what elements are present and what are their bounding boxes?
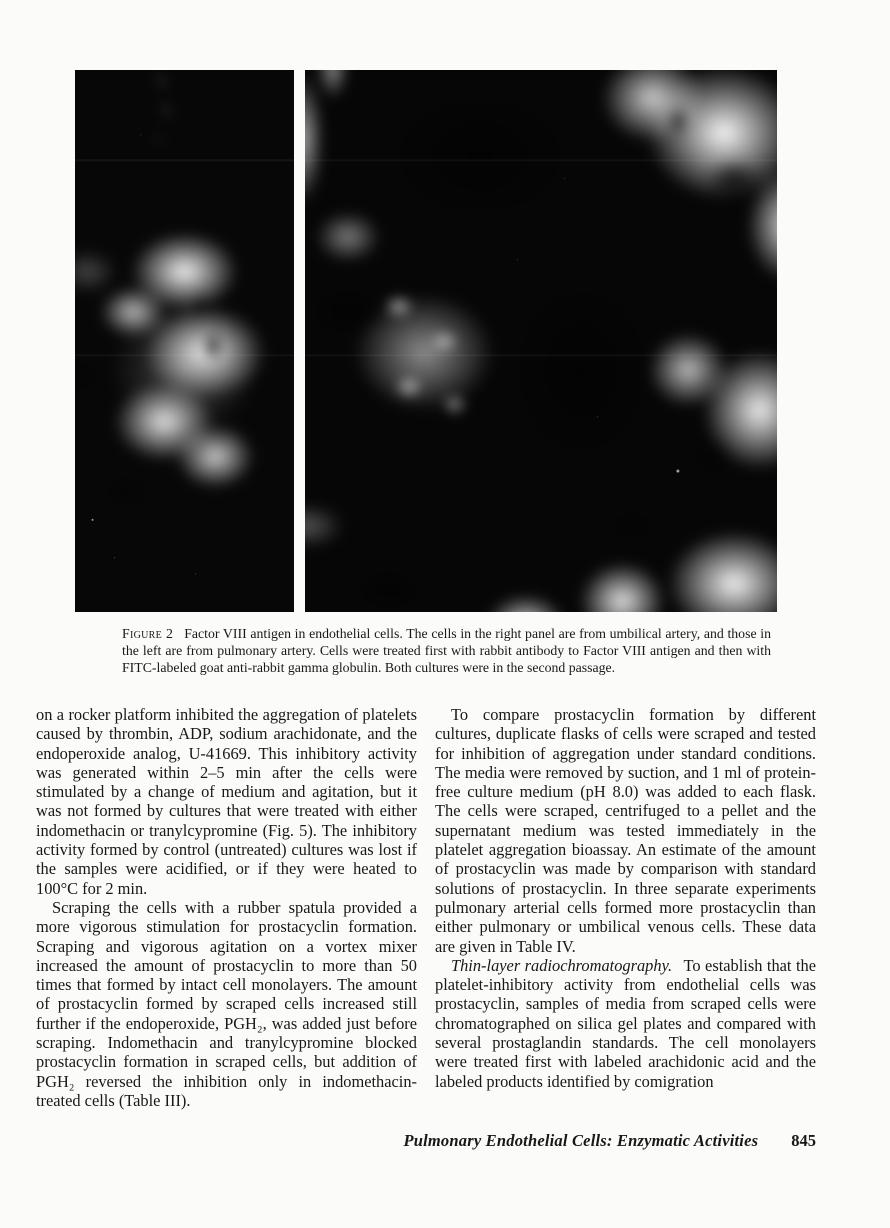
figure2-left-micrograph bbox=[75, 70, 294, 612]
figure2-right-micrograph bbox=[305, 70, 777, 612]
paragraph bbox=[435, 956, 816, 1091]
figure-caption-text: Factor VIII antigen in endothelial cells. The cells in the right panel are from umbilical artery, and those in the left are from pulmonary artery. Cells were treated first with rabbit antibody to Factor VIII antigen and then with FITC-labeled goat anti-rabbit gamma globulin. Both cultures were in the second passage. bbox=[122, 626, 771, 676]
body-text bbox=[36, 705, 816, 1110]
paragraph: Scraping the cells with a rubber spatula provided a more vigorous stimulation for prostacyclin formation. Scraping and vigorous agitation on a vortex mixer increased the amount of prostacyclin to more than 50 times that formed by intact cell monolayers. The amount of prostacyclin formed by scraped cells increased still further if the endoperoxide, PGH₂, was added just before scraping. Indomethacin and tranylcypromine blocked prostacyclin formation in scraped cells, but addition of PGH₂ reversed the inhibition only in indomethacin-treated cells (Table III). bbox=[36, 897, 417, 1110]
film-grain-specks bbox=[75, 70, 294, 612]
figure-2 bbox=[75, 70, 777, 612]
running-title: Pulmonary Endothelial Cells: Enzymatic Activities bbox=[403, 1131, 759, 1150]
paragraph-text: To establish that the platelet-inhibitory activity from endothelial cells was prostacyclin, samples of media from scraped cells were chromatographed on silica gel plates and compared with several prostaglandin standards. The cell monolayers were treated first with labeled arachidonic acid and the labeled products identified by comigration bbox=[435, 955, 816, 1091]
figure-caption bbox=[122, 625, 771, 677]
left-column bbox=[36, 705, 417, 1110]
figure-caption-label: Figure 2 bbox=[122, 626, 174, 641]
film-grain-specks bbox=[305, 70, 777, 612]
paragraph: on a rocker platform inhibited the aggregation of platelets caused by thrombin, ADP, sodium arachidonate, and the endoperoxide analog, U-41669. This inhibitory activity was generated within 2–5 min after the cells were stimulated by a change of medium and agitation, but it was not formed by cultures that were treated with either indomethacin or tranylcypromine (Fig. 5). The inhibitory activity formed by control (untreated) cultures was lost if the samples were acidified, or if they were heated to 100°C for 2 min. bbox=[36, 705, 417, 898]
paragraph: To compare prostacyclin formation by different cultures, duplicate flasks of cells were scraped and tested for inhibition of aggregation under standard conditions. The media were removed by suction, and 1 ml of protein-free culture medium (pH 8.0) was added to each flask. The cells were scraped, centrifuged to a pellet and the supernatant medium was tested immediately in the platelet aggregation bioassay. An estimate of the amount of prostacyclin was made by comparison with standard solutions of prostacyclin. In three separate experiments pulmonary arterial cells formed more prostacyclin than either pulmonary or umbilical venous cells. These data are given in Table IV. bbox=[435, 705, 816, 956]
paragraph-italic-lead: Thin-layer radiochromatography. bbox=[451, 955, 673, 975]
page-footer bbox=[36, 1131, 816, 1151]
page-number: 845 bbox=[791, 1131, 816, 1150]
right-column bbox=[435, 705, 816, 1110]
